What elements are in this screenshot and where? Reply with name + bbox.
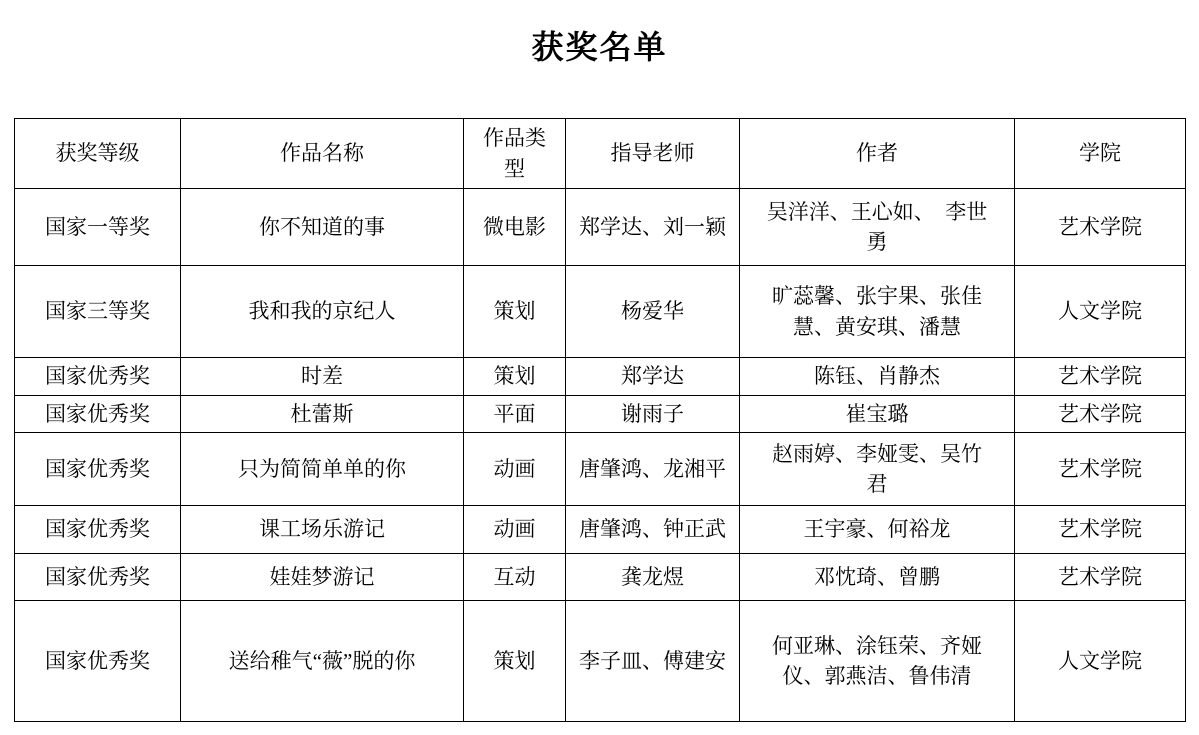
awards-table (14, 118, 1186, 722)
table-row (15, 358, 1186, 396)
cell-award-level: 国家优秀奖 (15, 433, 181, 506)
column-header-college: 学院 (1015, 119, 1186, 189)
cell-work-type: 互动 (464, 554, 566, 601)
cell-authors: 陈钰、肖静杰 (740, 358, 1015, 396)
cell-advisor: 谢雨子 (566, 396, 740, 433)
cell-authors: 旷蕊馨、张宇果、张佳慧、黄安琪、潘慧 (740, 266, 1015, 358)
column-header-award-level: 获奖等级 (15, 119, 181, 189)
cell-college: 艺术学院 (1015, 506, 1186, 554)
cell-work-name: 送给稚气“薇”脱的你 (181, 601, 464, 722)
table-row (15, 433, 1186, 506)
cell-work-name: 娃娃梦游记 (181, 554, 464, 601)
cell-advisor: 唐肇鸿、钟正武 (566, 506, 740, 554)
cell-award-level: 国家优秀奖 (15, 396, 181, 433)
cell-college: 艺术学院 (1015, 189, 1186, 266)
cell-work-name: 你不知道的事 (181, 189, 464, 266)
cell-advisor: 郑学达 (566, 358, 740, 396)
table-row (15, 189, 1186, 266)
cell-advisor: 龚龙煜 (566, 554, 740, 601)
cell-college: 人文学院 (1015, 266, 1186, 358)
table-row (15, 266, 1186, 358)
cell-authors: 吴洋洋、王心如、 李世勇 (740, 189, 1015, 266)
cell-work-type: 策划 (464, 601, 566, 722)
cell-advisor: 杨爱华 (566, 266, 740, 358)
column-header-work-name: 作品名称 (181, 119, 464, 189)
cell-work-name: 只为简简单单的你 (181, 433, 464, 506)
cell-work-type: 微电影 (464, 189, 566, 266)
table-row (15, 601, 1186, 722)
table-row (15, 506, 1186, 554)
page-title: 获奖名单 (531, 29, 668, 65)
cell-work-type: 策划 (464, 358, 566, 396)
cell-authors: 何亚琳、涂钰荣、齐娅仪、郭燕洁、鲁伟清 (740, 601, 1015, 722)
cell-authors: 崔宝璐 (740, 396, 1015, 433)
cell-work-type: 平面 (464, 396, 566, 433)
cell-advisor: 李子皿、傅建安 (566, 601, 740, 722)
cell-award-level: 国家三等奖 (15, 266, 181, 358)
cell-work-type: 动画 (464, 433, 566, 506)
column-header-work-type: 作品类型 (464, 119, 566, 189)
table-row (15, 396, 1186, 433)
cell-authors: 王宇豪、何裕龙 (740, 506, 1015, 554)
column-header-advisor: 指导老师 (566, 119, 740, 189)
cell-authors: 赵雨婷、李娅雯、吴竹君 (740, 433, 1015, 506)
cell-award-level: 国家优秀奖 (15, 506, 181, 554)
cell-award-level: 国家优秀奖 (15, 601, 181, 722)
cell-work-name: 课工场乐游记 (181, 506, 464, 554)
cell-award-level: 国家一等奖 (15, 189, 181, 266)
table-row (15, 554, 1186, 601)
cell-work-type: 策划 (464, 266, 566, 358)
cell-college: 艺术学院 (1015, 396, 1186, 433)
cell-advisor: 郑学达、刘一颖 (566, 189, 740, 266)
cell-work-name: 杜蕾斯 (181, 396, 464, 433)
cell-work-name: 时差 (181, 358, 464, 396)
cell-work-type: 动画 (464, 506, 566, 554)
cell-college: 人文学院 (1015, 601, 1186, 722)
cell-award-level: 国家优秀奖 (15, 358, 181, 396)
cell-advisor: 唐肇鸿、龙湘平 (566, 433, 740, 506)
cell-college: 艺术学院 (1015, 554, 1186, 601)
cell-college: 艺术学院 (1015, 433, 1186, 506)
table-header-row (15, 119, 1186, 189)
column-header-authors: 作者 (740, 119, 1015, 189)
cell-college: 艺术学院 (1015, 358, 1186, 396)
cell-award-level: 国家优秀奖 (15, 554, 181, 601)
cell-work-name: 我和我的京纪人 (181, 266, 464, 358)
cell-authors: 邓忱琦、曾鹏 (740, 554, 1015, 601)
